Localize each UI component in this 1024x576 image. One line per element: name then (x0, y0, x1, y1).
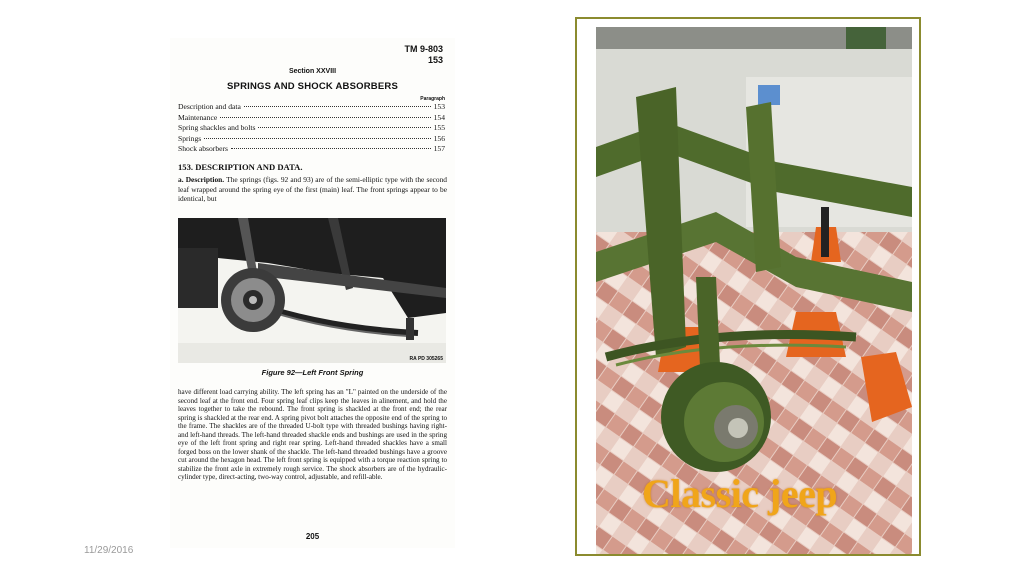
toc-leader (244, 106, 431, 107)
table-of-contents (178, 102, 445, 155)
section-text (178, 175, 447, 204)
paragraph-column-head: Paragraph (420, 96, 445, 102)
toc-row (178, 102, 445, 113)
page-number: 205 (305, 532, 320, 541)
toc-label: Shock absorbers (178, 144, 228, 153)
figure-caption: Figure 92—Left Front Spring (261, 368, 364, 377)
section-heading: 153. DESCRIPTION AND DATA. (178, 162, 303, 172)
toc-leader (204, 138, 430, 139)
toc-number: 155 (433, 123, 445, 132)
toc-label: Maintenance (178, 112, 218, 122)
section-text-body: The springs (figs. 92 and 93) are of the semi-elliptic type with the second leaf wrapped around the spring eye of the first (main) leaf. The front springs appear to be identical, but (178, 175, 447, 204)
toc-label: Springs (178, 133, 202, 143)
toc-row (178, 123, 445, 134)
toc-number: 157 (433, 144, 445, 153)
section-number: Section XXVIII (288, 68, 337, 75)
tm-number: TM 9-803 (404, 44, 443, 54)
toc-row (178, 113, 445, 124)
figure-id: RA PD 305265 (409, 356, 443, 362)
toc-leader (220, 117, 430, 118)
page-top-number: 153 (427, 55, 443, 65)
toc-number: 154 (433, 112, 445, 122)
body-text: have different load carrying ability. The left spring has an "L" painted on the underside of the second leaf at the front end. Four spring leaf clips keep the leaves in alinement, and hold the leaves together to take the rebound. The front spring is shackled at the front end; the rear spring is shackled at the rear end. A spring pivot bolt attaches the opposite end of the spring to the frame. The shackles are of the threaded U-bolt type with threaded bushings having right- and left-hand threads. The left-hand threaded shackle ends and bushings are used in the spring eye of the left front spring and right rear spring. Left-hand threaded shackles have a small forged boss on the lower shank of the shackle. The left-hand threaded bushings have a groove cut around the hexagon head. The left front spring is equipped with a torque reaction spring to stabilize the front axle in extremely rough service. The shock absorbers are of the hydraulic-cylinder type, direct-acting, two-way control, adjustable, and refill-able. (178, 388, 447, 482)
watermark-text: Classic jeep (642, 471, 838, 516)
manual-page (170, 38, 455, 548)
figure-92-image (178, 218, 446, 363)
sub-label: a. Description. (178, 175, 225, 184)
slide-date: 11/29/2016 (84, 545, 134, 556)
toc-label: Description and data (178, 102, 241, 111)
manual-header (404, 44, 443, 66)
toc-leader (231, 148, 431, 149)
toc-leader (258, 127, 430, 128)
section-title: SPRINGS AND SHOCK ABSORBERS (227, 81, 398, 92)
toc-row (178, 144, 445, 155)
toc-number: 153 (433, 102, 445, 111)
toc-number: 156 (433, 133, 445, 143)
toc-label: Spring shackles and bolts (178, 123, 256, 132)
toc-row (178, 134, 445, 145)
